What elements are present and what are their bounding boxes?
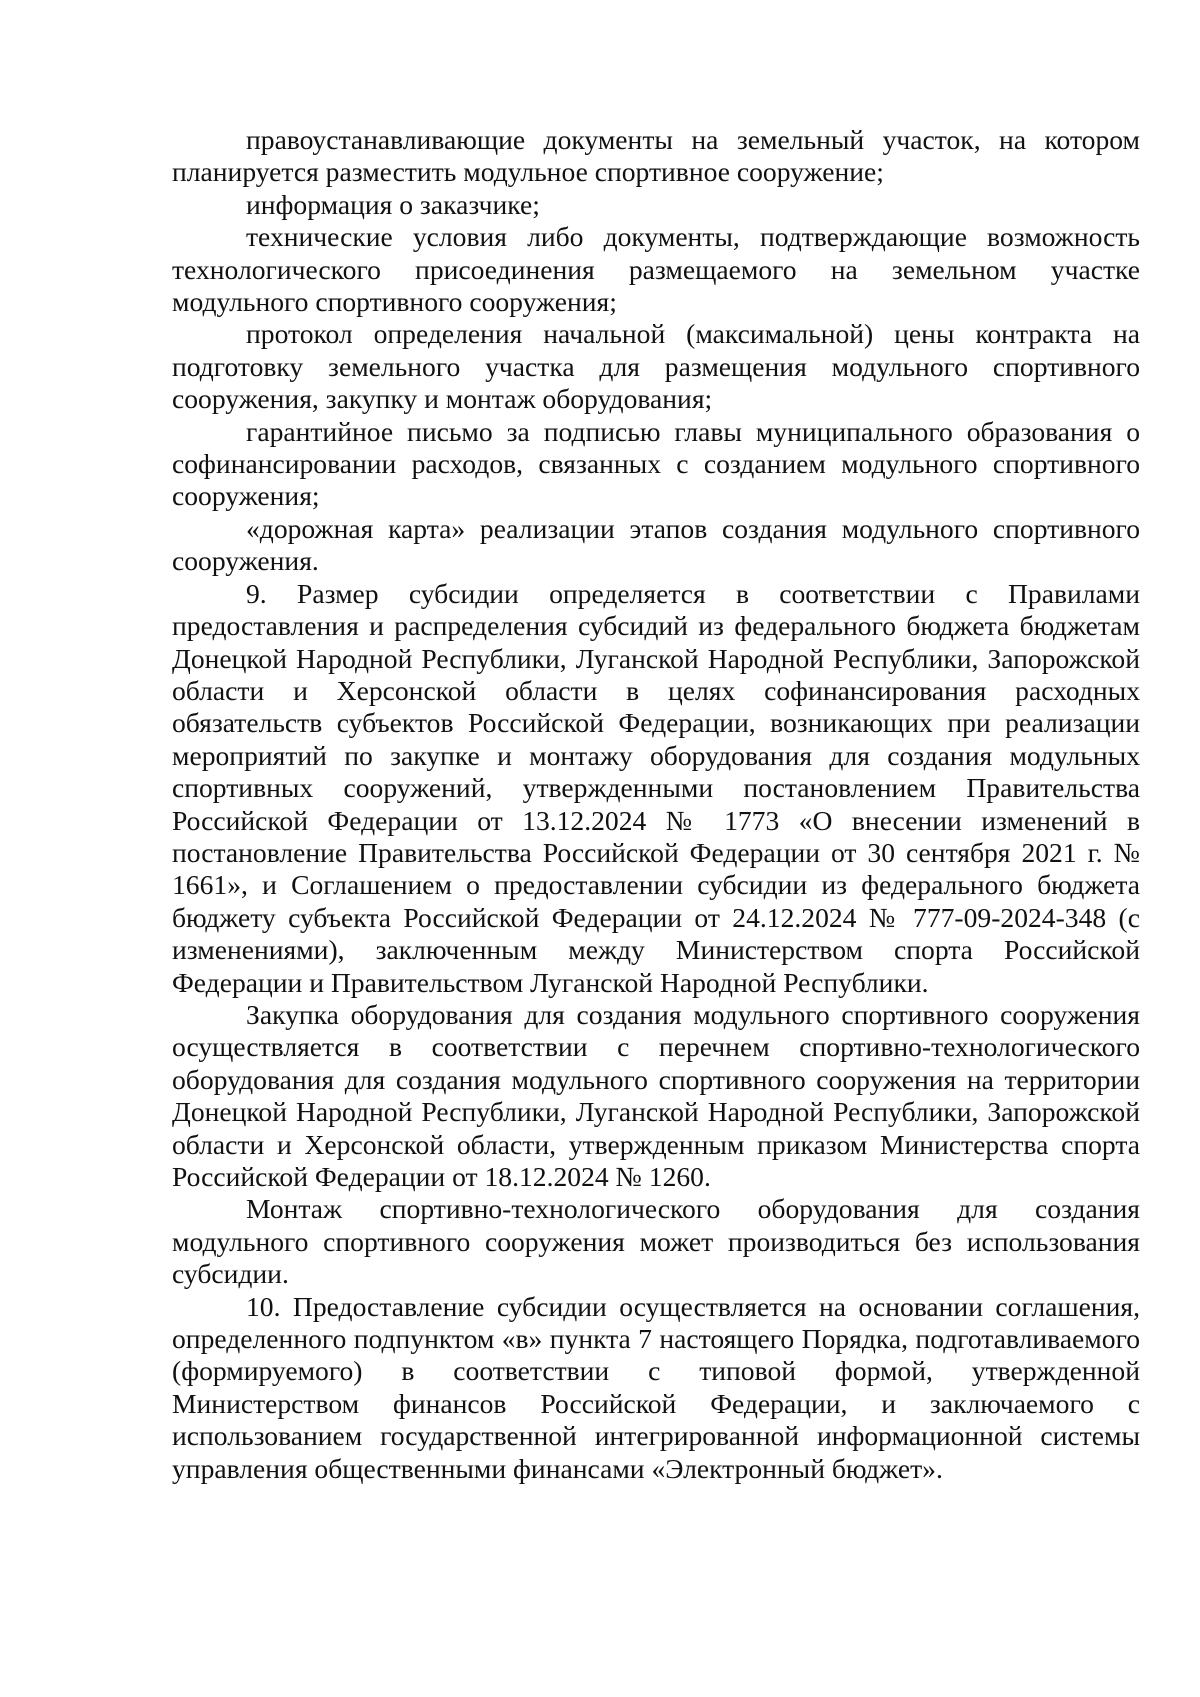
paragraph-item-10-agreement: 10. Предоставление субсидии осуществляется на основании соглашения, определенного подпунктом «в» пункта 7 настоящего Порядка, подготавливаемого (формируемого) в соответствии с типовой формой, утвержденной Министерством финансов Российской Федерации, и заключаемого с использованием государственной интегрированной информационной системы управления общественными финансами «Электронный бюджет». xyxy=(172,1290,1140,1484)
paragraph-equipment-purchase: Закупка оборудования для создания модульного спортивного сооружения осуществляется в соответствии с перечнем спортивно-технологического оборудования для создания модульного спортивного сооружения на территории Донецкой Народной Республики, Луганской Народной Республики, Запорожской области и Херсонской области, утвержденным приказом Министерства спорта Российской Федерации от 18.12.2024 № 1260. xyxy=(172,998,1140,1192)
paragraph-road-map: «дорожная карта» реализации этапов создания модульного спортивного сооружения. xyxy=(172,512,1140,577)
paragraph-customer-info: информация о заказчике; xyxy=(246,188,540,220)
paragraph-item-9-subsidy-size: 9. Размер субсидии определяется в соответствии с Правилами предоставления и распределения субсидий из федерального бюджета бюджетам Донецкой Народной Республики, Луганской Народной Республики, Запорожской области и Херсонской области в целях софинансирования расходных обязательств субъектов Российской Федерации, возникающих при реализации мероприятий по закупке и монтажу оборудования для создания модульных спортивных сооружений, утвержденными постановлением Правительства Российской Федерации от 13.12.2024 № 1773 «О внесении изменений в постановление Правительства Российской Федерации от 30 сентября 2021 г. № 1661», и Соглашением о предоставлении субсидии из федерального бюджета бюджету субъекта Российской Федерации от 24.12.2024 № 777-09-2024-348 (с изменениями), заключенным между Министерством спорта Российской Федерации и Правительством Луганской Народной Республики. xyxy=(172,577,1140,998)
paragraph-title-documents: правоустанавливающие документы на земельный участок, на котором планируется разместить модульное спортивное сооружение; xyxy=(172,124,1140,188)
paragraph-guarantee-letter: гарантийное письмо за подписью главы муниципального образования о софинансировании расходов, связанных с созданием модульного спортивного сооружения; xyxy=(172,415,1140,512)
document-page xyxy=(172,124,1140,1485)
paragraph-technical-conditions: технические условия либо документы, подтверждающие возможность технологического присоединения размещаемого на земельном участке модульного спортивного сооружения; xyxy=(172,221,1140,318)
paragraph-price-protocol: протокол определения начальной (максимальной) цены контракта на подготовку земельного участка для размещения модульного спортивного сооружения, закупку и монтаж оборудования; xyxy=(172,318,1140,415)
paragraph-equipment-installation: Монтаж спортивно-технологического оборудования для создания модульного спортивного сооружения может производиться без использования субсидии. xyxy=(172,1193,1140,1290)
